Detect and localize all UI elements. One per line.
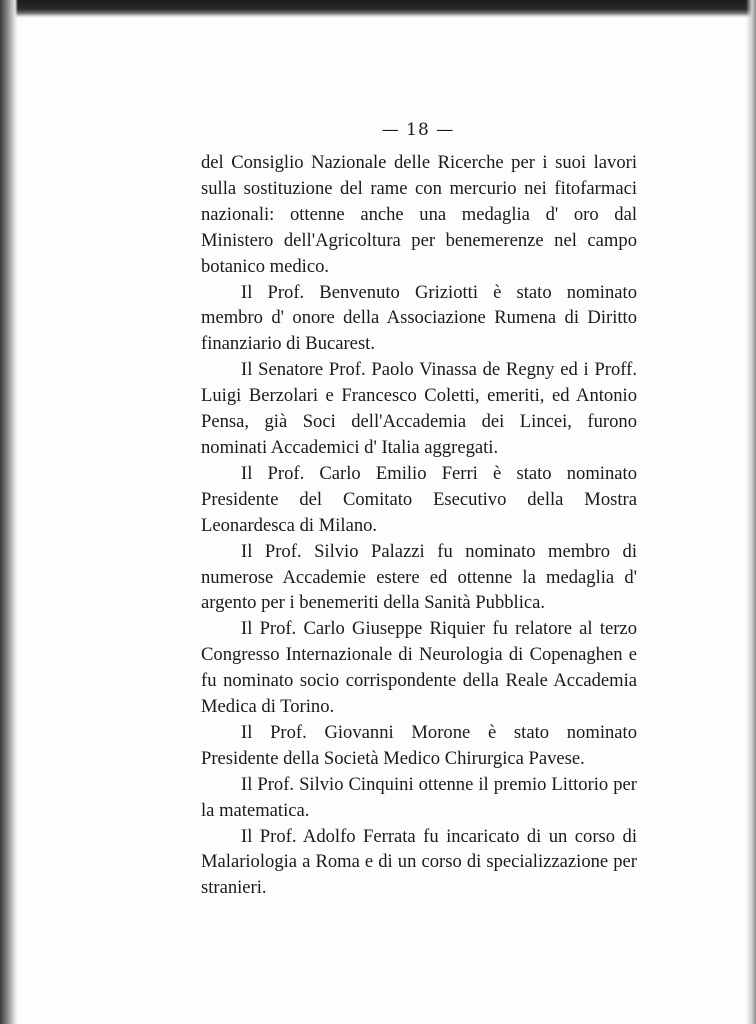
paragraph-cinquini: Il Prof. Silvio Cinquini ottenne il premio Littorio per la matematica. <box>201 773 637 821</box>
paragraph-griziotti: Il Prof. Benvenuto Griziotti è stato nominato membro d' onore della Associazione Rumena di Diritto finanziario di Bucarest. <box>201 281 637 355</box>
paragraph-ferrata: Il Prof. Adolfo Ferrata fu incaricato di un corso di Malariologia a Roma e di un corso di specializzazione per stranieri. <box>201 825 637 899</box>
paragraph-continuation: del Consiglio Nazionale delle Ricerche per i suoi lavori sulla sostituzione del rame con mercurio nei fitofarmaci nazionali: ottenne anche una medaglia d' oro dal Ministero dell'Agricoltura per benemerenze nel campo botanico medico. <box>201 152 637 277</box>
paragraph-ferri: Il Prof. Carlo Emilio Ferri è stato nominato Presidente del Comitato Esecutivo della Mostra Leonardesca di Milano. <box>201 462 637 536</box>
paragraph-vinassa: Il Senatore Prof. Paolo Vinassa de Regny ed i Proff. Luigi Berzolari e Francesco Coletti, emeriti, ed Antonio Pensa, già Soci dell'Accademia dei Lincei, furono nominati Accademici d' Italia aggregati. <box>201 359 637 458</box>
scan-right-edge <box>746 0 756 1024</box>
paragraph-riquier: Il Prof. Carlo Giuseppe Riquier fu relatore al terzo Congresso Internazionale di Neurologia di Copenaghen e fu nominato socio corrispondente della Reale Accademia Medica di Torino. <box>201 618 637 718</box>
page-number: — 18 — <box>381 120 455 140</box>
scan-top-border <box>0 0 756 18</box>
body-text <box>201 150 637 901</box>
paragraph-palazzi: Il Prof. Silvio Palazzi fu nominato membro di numerose Accademie estere ed ottenne la medaglia d' argento per i benemeriti della Sanità Pubblica. <box>201 540 637 614</box>
scan-binding-edge <box>0 0 18 1024</box>
paragraph-morone: Il Prof. Giovanni Morone è stato nominato Presidente della Società Medico Chirurgica Pavese. <box>201 721 637 769</box>
